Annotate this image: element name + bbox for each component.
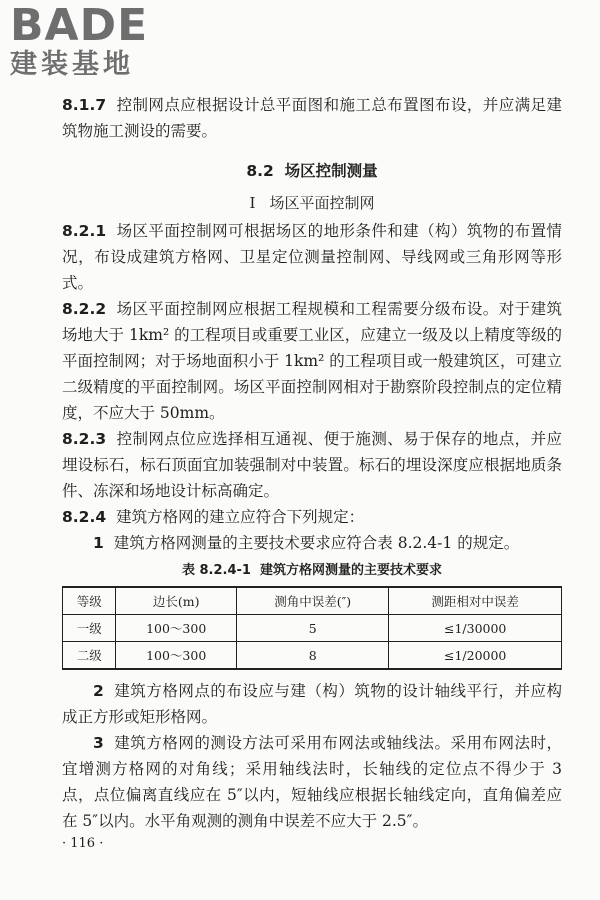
table-cell: ≤1/20000 bbox=[389, 642, 562, 670]
clause-text: 控制网点位应选择相互通视、便于施测、易于保存的地点，并应埋设标石，标石顶面宜加装强制对中装置。标石的埋设深度应根据地质条件、冻深和场地设计标高确定。 bbox=[62, 430, 562, 500]
section-heading bbox=[62, 158, 562, 184]
clause-8-2-3 bbox=[62, 426, 562, 504]
table-cell: 二级 bbox=[63, 642, 116, 670]
clause-text: 场区平面控制网可根据场区的地形条件和建（构）筑物的布置情况，布设成建筑方格网、卫星定位测量控制网、导线网或三角形网等形式。 bbox=[62, 222, 562, 292]
table-row bbox=[63, 642, 562, 670]
page-number: · 116 · bbox=[62, 836, 104, 851]
clause-number: 8.2.4 bbox=[62, 508, 107, 526]
list-item-1 bbox=[62, 530, 562, 556]
list-item-3 bbox=[62, 730, 562, 834]
table-cell: 100～300 bbox=[116, 642, 237, 670]
clause-number: 8.1.7 bbox=[62, 96, 107, 114]
table-cell: 8 bbox=[236, 642, 388, 670]
table-caption bbox=[62, 560, 562, 582]
table-header-cell: 边长(m) bbox=[116, 587, 237, 615]
item-number: 3 bbox=[93, 734, 104, 752]
brand-logo bbox=[10, 0, 180, 84]
table-header-cell: 测角中误差(″) bbox=[236, 587, 388, 615]
clause-number: 8.2.2 bbox=[62, 300, 107, 318]
clause-text: 控制网点应根据设计总平面图和施工总布置图布设，并应满足建筑物施工测设的需要。 bbox=[62, 96, 562, 140]
technical-requirements-table bbox=[62, 586, 562, 670]
section-number: 8.2 bbox=[246, 162, 274, 180]
table-caption-title: 建筑方格网测量的主要技术要求 bbox=[260, 563, 443, 578]
clause-8-2-2 bbox=[62, 296, 562, 426]
table-cell: 100～300 bbox=[116, 615, 237, 642]
table-header-row bbox=[63, 587, 562, 615]
logo-subtitle: 建装基地 bbox=[10, 49, 134, 80]
list-item-2 bbox=[62, 678, 562, 730]
clause-number: 8.2.1 bbox=[62, 222, 107, 240]
subsection-title: 场区平面控制网 bbox=[269, 194, 375, 212]
item-text: 建筑方格网的测设方法可采用布网法或轴线法。采用布网法时，宜增测方格网的对角线；采用轴线法时，长轴线的定位点不得少于 3 点，点位偏离直线应在 5″以内，短轴线应根据长轴线定向，直角偏差应在 5″以内。水平角观测的测角中误差不应大于 2.5″。 bbox=[62, 734, 562, 830]
table-header-cell: 测距相对中误差 bbox=[389, 587, 562, 615]
clause-text: 场区平面控制网应根据工程规模和工程需要分级布设。对于建筑场地大于 1km² 的工程项目或重要工业区，应建立一级及以上精度等级的平面控制网；对于场地面积小于 1km² 的工程项目或一般建筑区，可建立二级精度的平面控制网。场区平面控制网相对于勘察阶段控制点的定位精度，不应大于 50mm。 bbox=[62, 300, 562, 422]
item-text: 建筑方格网测量的主要技术要求应符合表 8.2.4-1 的规定。 bbox=[113, 534, 520, 552]
table-row bbox=[63, 615, 562, 642]
section-title: 场区控制测量 bbox=[284, 162, 378, 180]
clause-8-1-7 bbox=[62, 92, 562, 144]
document-page bbox=[62, 92, 562, 834]
subsection-roman: Ⅰ bbox=[249, 194, 256, 212]
clause-8-2-1 bbox=[62, 218, 562, 296]
table-cell: 5 bbox=[236, 615, 388, 642]
table-cell: 一级 bbox=[63, 615, 116, 642]
clause-number: 8.2.3 bbox=[62, 430, 107, 448]
table-caption-number: 表 8.2.4-1 bbox=[181, 563, 251, 578]
clause-text: 建筑方格网的建立应符合下列规定： bbox=[116, 508, 365, 526]
table-header-cell: 等级 bbox=[63, 587, 116, 615]
table-cell: ≤1/30000 bbox=[389, 615, 562, 642]
subsection-heading bbox=[62, 190, 562, 216]
item-number: 1 bbox=[93, 534, 104, 552]
clause-8-2-4 bbox=[62, 504, 562, 530]
item-number: 2 bbox=[93, 682, 104, 700]
logo-wordmark: BADE bbox=[10, 0, 149, 51]
item-text: 建筑方格网点的布设应与建（构）筑物的设计轴线平行，并应构成正方形或矩形格网。 bbox=[62, 682, 562, 726]
